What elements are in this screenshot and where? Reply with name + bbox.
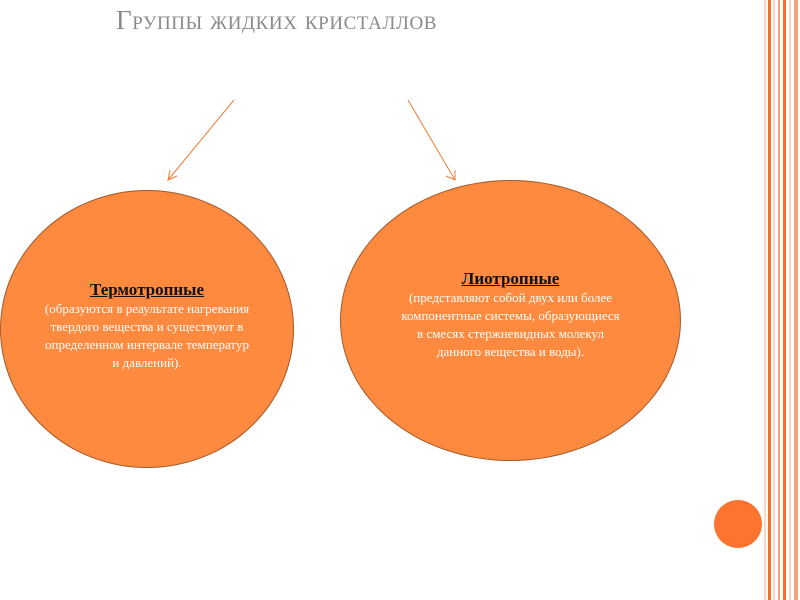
stripe-1 (764, 0, 766, 600)
stripe-7 (794, 0, 798, 600)
lyotropic-heading: Лиотропные (461, 268, 560, 288)
stripe-2 (768, 0, 771, 600)
slide-title: Группы жидких кристаллов (116, 5, 438, 35)
thermotropic-ellipse (0, 190, 294, 468)
lyotropic-ellipse (340, 180, 681, 461)
decorative-circle (714, 500, 762, 548)
thermotropic-description: (образуются в реаультате нагревания твердого вещества и существуют в определенном интервале температур и давлений). (44, 301, 250, 370)
stripe-3 (773, 0, 775, 600)
arrow-left (168, 100, 234, 180)
lyotropic-description: (представляют собой двух или более компонентные системы, образующиеся в смесях стержневидных молекул данного вещества и воды). (401, 289, 620, 359)
stripe-5 (783, 0, 786, 600)
stripe-4 (778, 0, 780, 600)
arrow-right (408, 100, 455, 180)
thermotropic-heading: Термотропные (90, 280, 204, 299)
decorative-border-stripes (764, 0, 800, 600)
stripe-6 (789, 0, 791, 600)
